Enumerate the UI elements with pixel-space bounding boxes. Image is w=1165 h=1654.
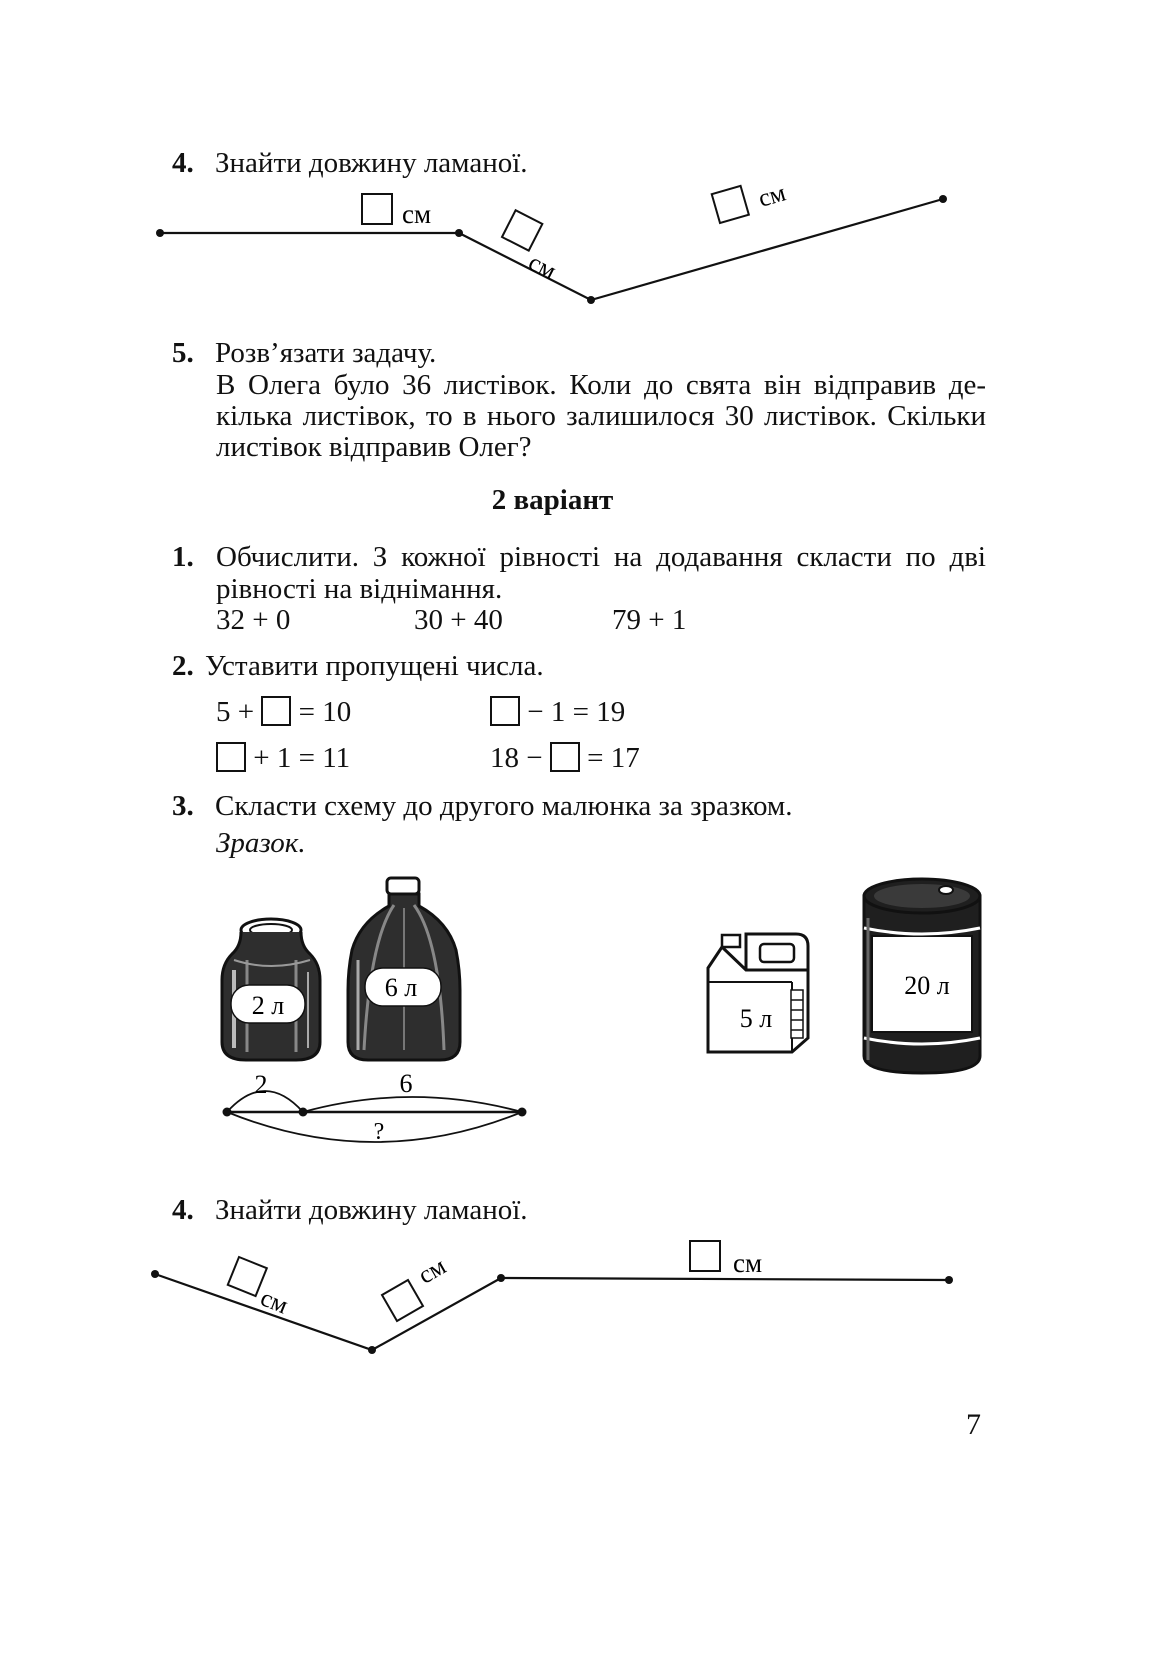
bottle-image — [348, 878, 460, 1060]
sample-label: Зразок. — [216, 827, 306, 859]
task5-top — [172, 336, 436, 370]
equation-part: 18 − — [490, 742, 543, 774]
answer-box[interactable] — [690, 1241, 720, 1271]
equation-part: + 1 = 11 — [253, 742, 351, 774]
unit-label: см — [256, 1284, 292, 1320]
expression-3: 79 + 1 — [612, 604, 687, 636]
barrel-image — [864, 879, 980, 1073]
answer-box[interactable] — [502, 210, 542, 250]
vertex-dot — [151, 1270, 159, 1278]
task-text: Скласти схему до другого малюнка за зразком. — [215, 790, 793, 822]
bottle-label: 6 л — [384, 973, 418, 1002]
scheme-total: ? — [373, 1119, 385, 1145]
equation-part: − 1 = 19 — [527, 696, 626, 728]
problem-line-2: кілька листівок, то в нього залишилося 30 листівок. Скільки — [216, 400, 986, 432]
vertex-dot — [156, 229, 164, 237]
unit-label: см — [402, 199, 432, 229]
equation-2 — [490, 695, 625, 729]
equation-part: = 17 — [587, 742, 640, 774]
vertex-dot — [497, 1274, 505, 1282]
polyline-top — [0, 0, 1165, 340]
task-number: 4. — [172, 1194, 194, 1226]
task-number: 2. — [172, 650, 194, 682]
task3-illustration — [0, 860, 1165, 1150]
task1-line-2: рівності на віднімання. — [216, 573, 503, 605]
equation-part: 5 + — [216, 696, 255, 728]
barrel-label: 20 л — [904, 971, 950, 1000]
equation-part: = 10 — [298, 696, 352, 728]
scheme-part1: 2 — [254, 1070, 268, 1099]
task1-number — [172, 540, 194, 574]
vertex-dot — [587, 296, 595, 304]
task3-header — [172, 789, 793, 823]
variant-heading: 2 варіант — [491, 484, 614, 516]
unit-label: см — [733, 1248, 763, 1278]
unit-label: см — [413, 1252, 451, 1290]
canister-label: 5 л — [739, 1004, 773, 1033]
vertex-dot — [368, 1346, 376, 1354]
task-number: 4. — [172, 147, 194, 179]
task1-line-1: Обчислити. З кожної рівності на додавання скласти по дві — [216, 541, 986, 573]
equation-3 — [216, 741, 350, 775]
expression-1: 32 + 0 — [216, 604, 291, 636]
vertex-dot — [945, 1276, 953, 1284]
jar-image — [222, 919, 320, 1060]
unit-label: см — [755, 179, 789, 213]
task-number: 5. — [172, 337, 194, 369]
answer-box[interactable] — [362, 194, 392, 224]
unit-label: см — [524, 248, 561, 286]
broken-line — [160, 199, 943, 300]
problem-line-3: листівок відправив Олег? — [216, 431, 532, 463]
problem-line-1: В Олега було 36 листівок. Коли до свята він відправив де- — [216, 369, 986, 401]
equation-1 — [216, 695, 351, 729]
equation-4 — [490, 741, 640, 775]
task-number: 1. — [172, 541, 194, 573]
task-text: Уставити пропущені числа. — [205, 650, 544, 682]
sample-scheme — [223, 1069, 527, 1145]
vertex-dot — [939, 195, 947, 203]
task-text: Знайти довжину ламаної. — [215, 147, 528, 179]
answer-box[interactable] — [490, 696, 520, 726]
canister-image — [708, 934, 808, 1052]
expression-2: 30 + 40 — [414, 604, 503, 636]
task-text: Знайти довжину ламаної. — [215, 1194, 528, 1226]
answer-box[interactable] — [712, 186, 749, 223]
page-number: 7 — [966, 1408, 981, 1441]
task-number: 3. — [172, 790, 194, 822]
answer-box[interactable] — [382, 1280, 423, 1321]
task-title: Розв’язати задачу. — [215, 337, 437, 369]
task2-header — [172, 649, 544, 683]
answer-box[interactable] — [228, 1257, 267, 1296]
jar-label: 2 л — [251, 991, 285, 1020]
polyline-bottom — [0, 1220, 1165, 1380]
vertex-dot — [455, 229, 463, 237]
answer-box[interactable] — [216, 742, 246, 772]
answer-box[interactable] — [261, 696, 291, 726]
scheme-part2: 6 — [399, 1069, 413, 1098]
answer-box[interactable] — [550, 742, 580, 772]
